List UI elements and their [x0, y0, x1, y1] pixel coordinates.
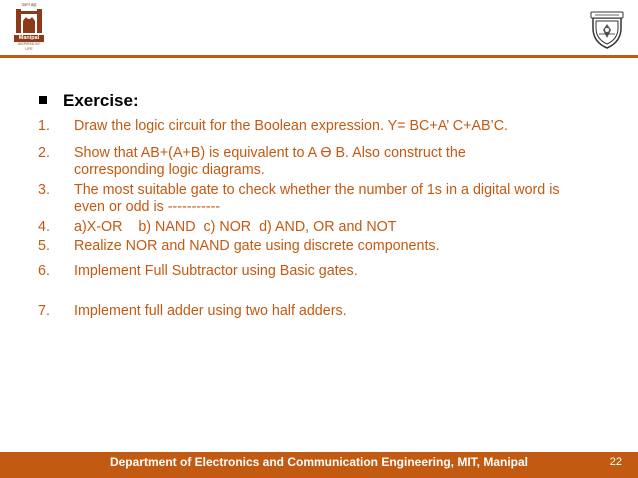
list-item-number: 5.	[38, 238, 50, 254]
manipal-logo	[14, 2, 44, 51]
list-item	[38, 219, 594, 236]
exercise-heading	[39, 91, 139, 111]
list-item	[38, 145, 544, 179]
heading-text: Exercise:	[63, 91, 139, 110]
list-item	[38, 182, 574, 216]
page-number: 22	[609, 456, 622, 468]
list-item-text: Draw the logic circuit for the Boolean expression. Y= BC+A’ C+AB’C.	[74, 118, 509, 134]
list-item-number: 7.	[38, 303, 50, 319]
list-item-number: 4.	[38, 219, 50, 235]
list-item-text: a)X-OR b) NAND c) NOR d) AND, OR and NOT	[74, 219, 397, 235]
header-divider	[0, 55, 638, 58]
list-item-number: 2.	[38, 145, 50, 161]
list-item	[38, 238, 594, 255]
manipal-emblem-icon	[14, 7, 44, 35]
square-bullet-icon	[39, 96, 47, 104]
list-item-text: The most suitable gate to check whether the number of 1s in a digital word is even or odd is -----------	[74, 182, 560, 215]
footer-department: Department of Electronics and Communication Engineering, MIT, Manipal	[109, 455, 529, 469]
logo-motto: INSPIRED BY LIFE	[17, 42, 41, 51]
list-item-text: Implement Full Subtractor using Basic gates.	[74, 263, 358, 279]
list-item-text: Show that AB+(A+B) is equivalent to A ϴ B. Also construct the corresponding logic diagrams.	[74, 145, 466, 178]
footer-bar	[0, 452, 638, 478]
list-item-number: 3.	[38, 182, 50, 198]
logo-tagline: प्रज्ञानं ब्रह्म	[21, 2, 37, 7]
list-item-text: Realize NOR and NAND gate using discrete components.	[74, 238, 440, 254]
list-item	[38, 263, 594, 280]
list-item-text: Implement full adder using two half adders.	[74, 303, 347, 319]
logo-brand: Manipal	[14, 35, 44, 42]
list-item	[38, 303, 594, 320]
list-item-number: 6.	[38, 263, 50, 279]
list-item-number: 1.	[38, 118, 50, 134]
university-crest-icon	[587, 10, 627, 50]
list-item	[38, 118, 594, 135]
